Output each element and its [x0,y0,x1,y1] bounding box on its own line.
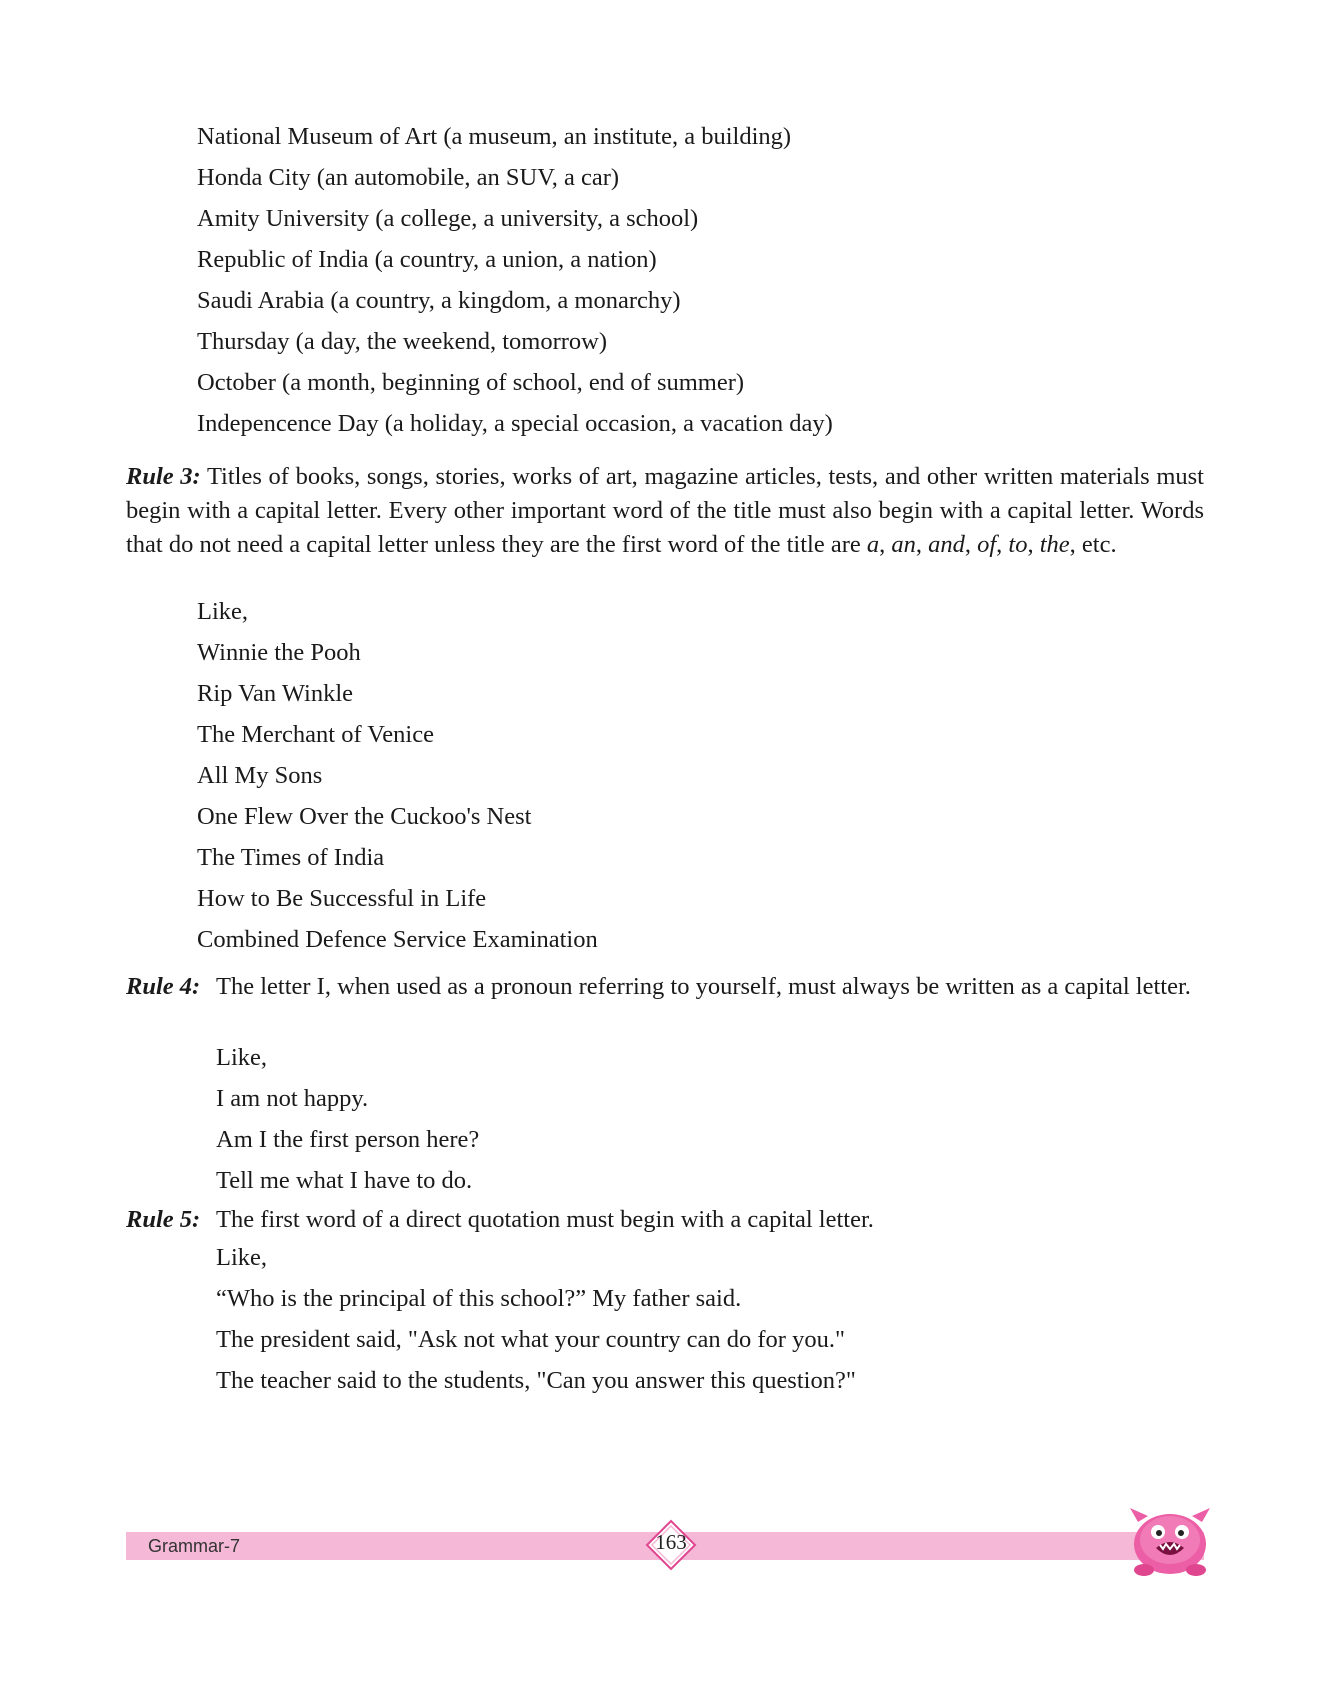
example-line: Saudi Arabia (a country, a kingdom, a monarchy) [197,287,681,314]
example-line: Republic of India (a country, a union, a nation) [197,246,657,273]
rule-3-paragraph: Rule 3: Titles of books, songs, stories, works of art, magazine articles, tests, and other written materials must begin with a capital letter. Every other important word of the title must also begin with a capital letter. Words that do not need a capital letter unless they are the first word of the title are a, an, and, of, to, the, etc. [126,463,1204,558]
title-example: The Merchant of Venice [197,721,434,748]
title-example: Rip Van Winkle [197,680,353,707]
word-to: to [1008,531,1028,558]
pronoun-example: Tell me what I have to do. [216,1167,473,1194]
title-example: One Flew Over the Cuckoo's Nest [197,803,532,830]
page-number: 163 [655,1530,687,1554]
book-title: Grammar-7 [148,1536,241,1556]
word-a: a [866,531,880,558]
like-label: Like, [197,598,249,625]
example-line: Amity University (a college, a university, a school) [197,205,699,232]
rule-3-label: Rule 3: [126,463,201,490]
quotation-example: “Who is the principal of this school?” My father said. [216,1285,742,1312]
pink-monster-mascot-icon [1120,1500,1220,1580]
word-an: an [891,531,916,558]
example-line: Honda City (an automobile, an SUV, a car) [197,164,620,191]
rule-5-text: The first word of a direct quotation must begin with a capital letter. [216,1206,874,1233]
title-example: How to Be Successful in Life [197,885,487,912]
pronoun-example: Am I the first person here? [216,1126,480,1153]
rule-3-text-end: etc. [1081,531,1117,558]
word-of: of [977,531,997,558]
rule-3-text: Titles of books, songs, stories, works of art, magazine articles, tests, and other written materials must begin with a capital letter. Every other important word of the title must also begin with a capital letter. Words that do not need a capital letter unless they are the first word of the title are [126,463,1204,558]
like-label: Like, [216,1044,268,1071]
title-example: Winnie the Pooh [197,639,361,666]
title-example: The Times of India [197,844,385,871]
word-the: the [1039,531,1070,558]
like-label: Like, [216,1244,268,1271]
rule-4-label: Rule 4: [126,973,201,1000]
rule-4-text: The letter I, when used as a pronoun referring to yourself, must always be written as a capital letter. [216,973,1191,1000]
word-and: and [928,531,965,558]
rule-4-paragraph [126,970,1204,1004]
quotation-example: The teacher said to the students, "Can you answer this question?" [216,1367,856,1394]
example-line: October (a month, beginning of school, end of summer) [197,369,745,396]
title-example: All My Sons [197,762,323,789]
rule-5-paragraph [126,1203,1204,1237]
example-line: Thursday (a day, the weekend, tomorrow) [197,328,608,355]
example-line: National Museum of Art (a museum, an institute, a building) [197,123,792,150]
pronoun-example: I am not happy. [216,1085,369,1112]
rule-5-label: Rule 5: [126,1206,201,1233]
example-line: Indepencence Day (a holiday, a special occasion, a vacation day) [197,410,833,437]
quotation-example: The president said, "Ask not what your country can do for you." [216,1326,845,1353]
title-example: Combined Defence Service Examination [197,926,598,953]
